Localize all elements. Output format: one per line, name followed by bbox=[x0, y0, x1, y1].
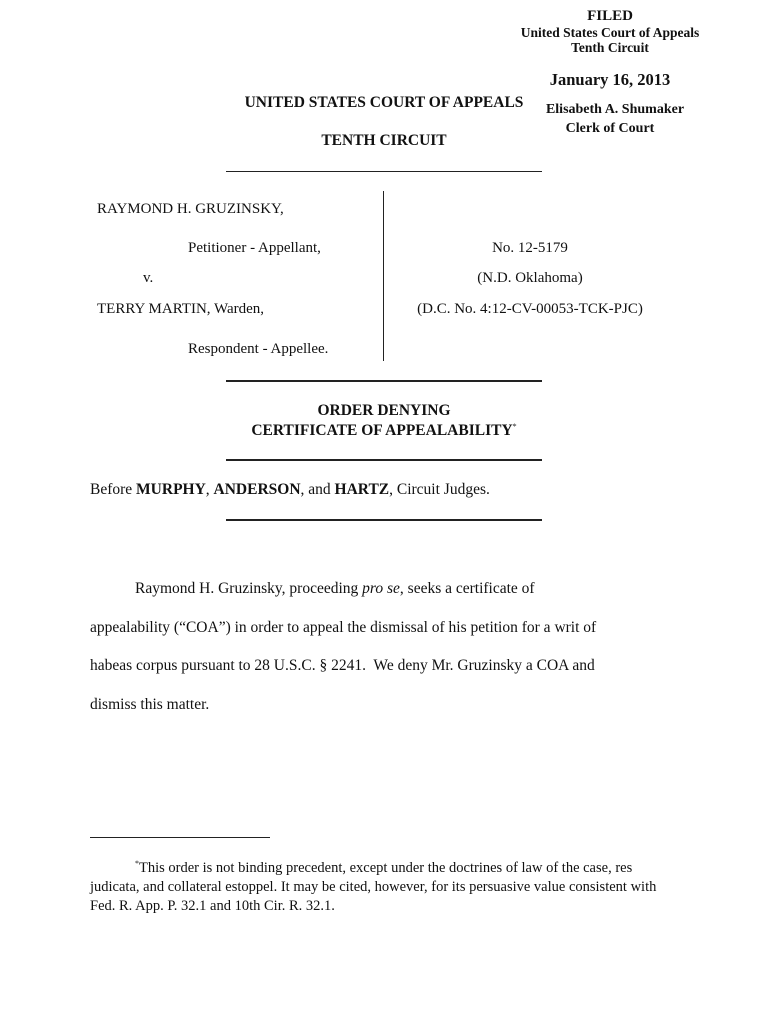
panel-rule bbox=[226, 519, 542, 521]
filed-court: United States Court of Appeals bbox=[520, 25, 700, 40]
clerk-name: Elisabeth A. Shumaker bbox=[545, 102, 685, 117]
panel-sep1: , bbox=[205, 481, 214, 498]
title-rule bbox=[226, 459, 542, 461]
order-title-line2 bbox=[226, 422, 542, 440]
panel-sep2: , and bbox=[300, 481, 335, 498]
circuit-heading: TENTH CIRCUIT bbox=[321, 132, 447, 149]
respondent-name: TERRY MARTIN, Warden, bbox=[97, 301, 265, 317]
panel-after: , Circuit Judges. bbox=[389, 481, 490, 498]
order-title-line1: ORDER DENYING bbox=[317, 402, 451, 419]
panel-before: Before bbox=[90, 481, 137, 498]
judge-anderson: ANDERSON bbox=[213, 481, 301, 498]
body-line-1-b: , seeks a certificate of bbox=[399, 580, 535, 597]
judge-murphy: MURPHY bbox=[136, 481, 206, 498]
dc-number: (D.C. No. 4:12-CV-00053-TCK-PJC) bbox=[417, 301, 643, 317]
case-number: No. 12-5179 bbox=[492, 240, 568, 256]
filed-label: FILED bbox=[587, 8, 633, 24]
body-line-1 bbox=[135, 580, 535, 598]
footnote bbox=[90, 854, 670, 916]
footnote-text: This order is not binding precedent, except under the doctrines of law of the case, res judicata, and collateral estoppel. It may be cited, however, for its persuasive value consistent with Fed. R. App. P. 32.1 and 10th Cir. R. 32.1. bbox=[90, 859, 657, 914]
order-title-footnote-mark: * bbox=[512, 422, 517, 431]
footnote-mark: * bbox=[135, 859, 139, 868]
petitioner-role: Petitioner - Appellant, bbox=[188, 240, 321, 256]
footnote-rule bbox=[90, 837, 270, 838]
panel-line bbox=[90, 481, 490, 499]
body-line-2: appealability (“COA”) in order to appeal the dismissal of his petition for a writ of bbox=[90, 619, 597, 636]
order-title-text: CERTIFICATE OF APPEALABILITY bbox=[251, 422, 513, 440]
caption-divider bbox=[383, 191, 384, 361]
filed-stamp bbox=[490, 8, 730, 55]
body-line-4: dismiss this matter. bbox=[90, 696, 210, 713]
respondent-role: Respondent - Appellee. bbox=[188, 341, 329, 357]
pro-se-term: pro se bbox=[362, 580, 400, 597]
filed-circuit: Tenth Circuit bbox=[571, 40, 649, 55]
judge-hartz: HARTZ bbox=[334, 481, 390, 498]
clerk-title: Clerk of Court bbox=[565, 121, 655, 136]
petitioner-name: RAYMOND H. GRUZINSKY, bbox=[97, 201, 284, 217]
versus-label: v. bbox=[143, 270, 154, 286]
court-heading: UNITED STATES COURT OF APPEALS bbox=[244, 94, 524, 111]
filed-date: January 16, 2013 bbox=[549, 70, 671, 89]
district-court: (N.D. Oklahoma) bbox=[477, 270, 583, 286]
caption-rule bbox=[226, 380, 542, 382]
header-rule bbox=[226, 171, 542, 172]
body-line-1-a: Raymond H. Gruzinsky, proceeding bbox=[135, 580, 363, 597]
body-line-3: habeas corpus pursuant to 28 U.S.C. § 2241. We deny Mr. Gruzinsky a COA and bbox=[90, 657, 595, 674]
